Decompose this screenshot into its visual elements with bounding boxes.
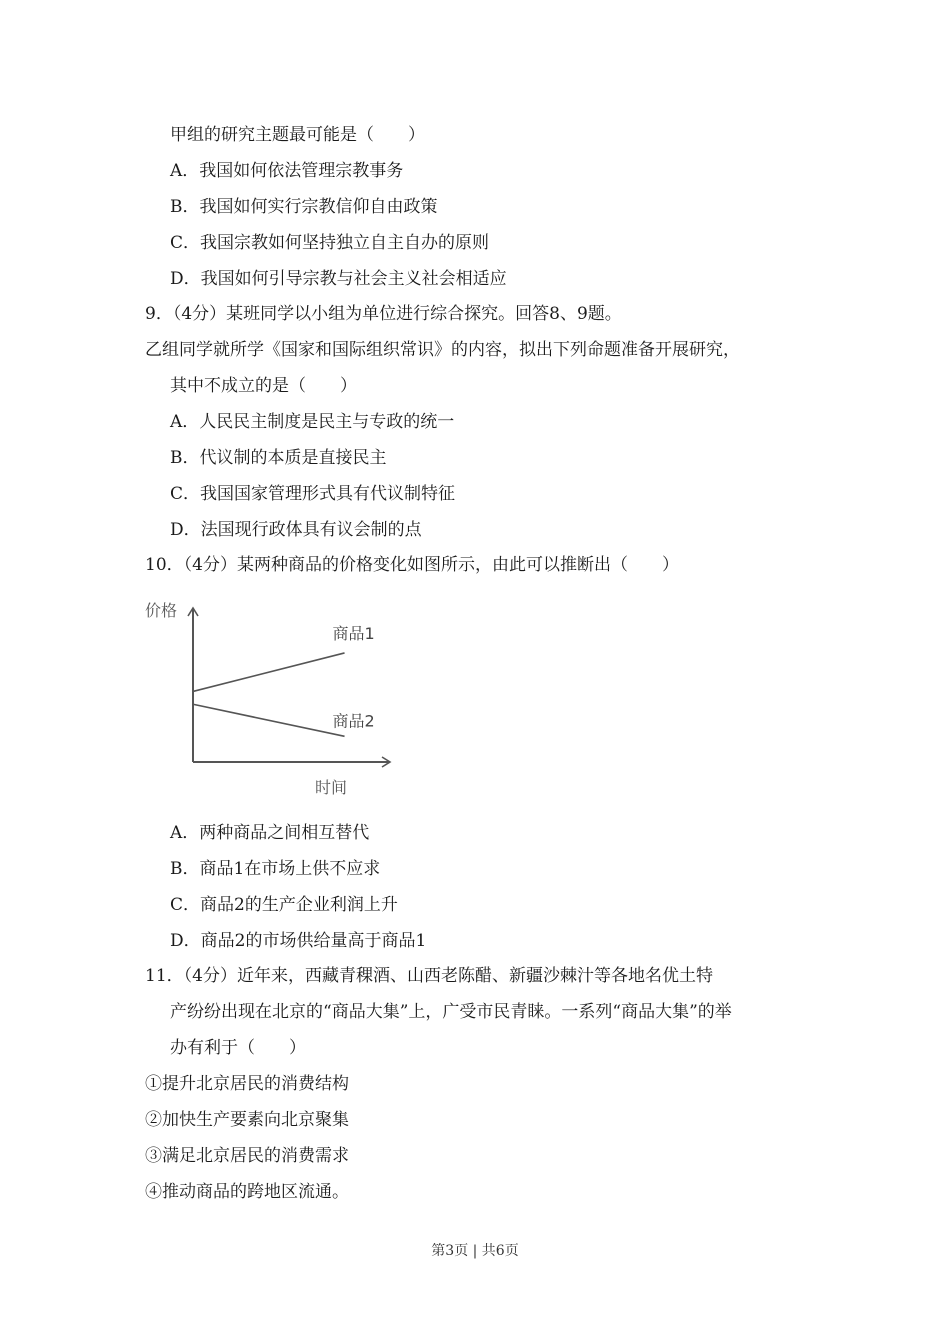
chart-series-layer [193, 653, 345, 736]
q9-option-b: B．代议制的本质是直接民主 [170, 448, 387, 468]
q11-line3: 办有利于（ ） [170, 1038, 306, 1058]
series-line-2 [193, 704, 345, 736]
price-time-chart [140, 590, 400, 805]
q11-item-1: ①提升北京居民的消费结构 [145, 1074, 349, 1094]
q10-option-d: D．商品2的市场供给量高于商品1 [170, 931, 427, 951]
q9-stem-line2: 其中不成立的是（ ） [170, 376, 357, 396]
q9-stem-line1: 乙组同学就所学《国家和国际组织常识》的内容，拟出下列命题准备开展研究， [145, 340, 740, 360]
q10-option-b: B．商品1在市场上供不应求 [170, 859, 381, 879]
q8-option-c: C．我国宗教如何坚持独立自主自办的原则 [170, 233, 490, 253]
series-line-1 [193, 653, 345, 692]
page-footer: 第3页 | 共6页 [431, 1243, 519, 1259]
q8-option-a: A．我国如何依法管理宗教事务 [170, 161, 404, 181]
q10-option-a: A．两种商品之间相互替代 [170, 823, 370, 843]
series-label-1: 商品1 [332, 623, 375, 643]
q9-option-a: A．人民民主制度是民主与专政的统一 [170, 412, 455, 432]
q10-option-c: C．商品2的生产企业利润上升 [170, 895, 398, 915]
y-axis-label: 价格 [145, 601, 178, 620]
q10-header: 10．（4分）某两种商品的价格变化如图所示，由此可以推断出（ ） [145, 555, 679, 575]
q9-header: 9．（4分）某班同学以小组为单位进行综合探究。回答8、9题。 [145, 304, 622, 324]
q9-option-c: C．我国国家管理形式具有代议制特征 [170, 484, 456, 504]
q8-stem: 甲组的研究主题最可能是（ ） [170, 125, 425, 145]
x-axis-label: 时间 [315, 778, 348, 797]
q11-item-2: ②加快生产要素向北京聚集 [145, 1110, 349, 1130]
q11-item-4: ④推动商品的跨地区流通。 [145, 1182, 349, 1202]
q9-option-d: D．法国现行政体具有议会制的点 [170, 520, 422, 540]
q11-line1: 11．（4分）近年来，西藏青稞酒、山西老陈醋、新疆沙棘汁等各地名优土特 [145, 966, 713, 986]
q11-line2: 产纷纷出现在北京的“商品大集”上，广受市民青睐。一系列“商品大集”的举 [170, 1002, 732, 1022]
q11-item-3: ③满足北京居民的消费需求 [145, 1146, 349, 1166]
series-label-2: 商品2 [332, 711, 375, 731]
chart-labels [145, 601, 375, 797]
q8-option-d: D．我国如何引导宗教与社会主义社会相适应 [170, 269, 507, 289]
q8-option-b: B．我国如何实行宗教信仰自由政策 [170, 197, 438, 217]
